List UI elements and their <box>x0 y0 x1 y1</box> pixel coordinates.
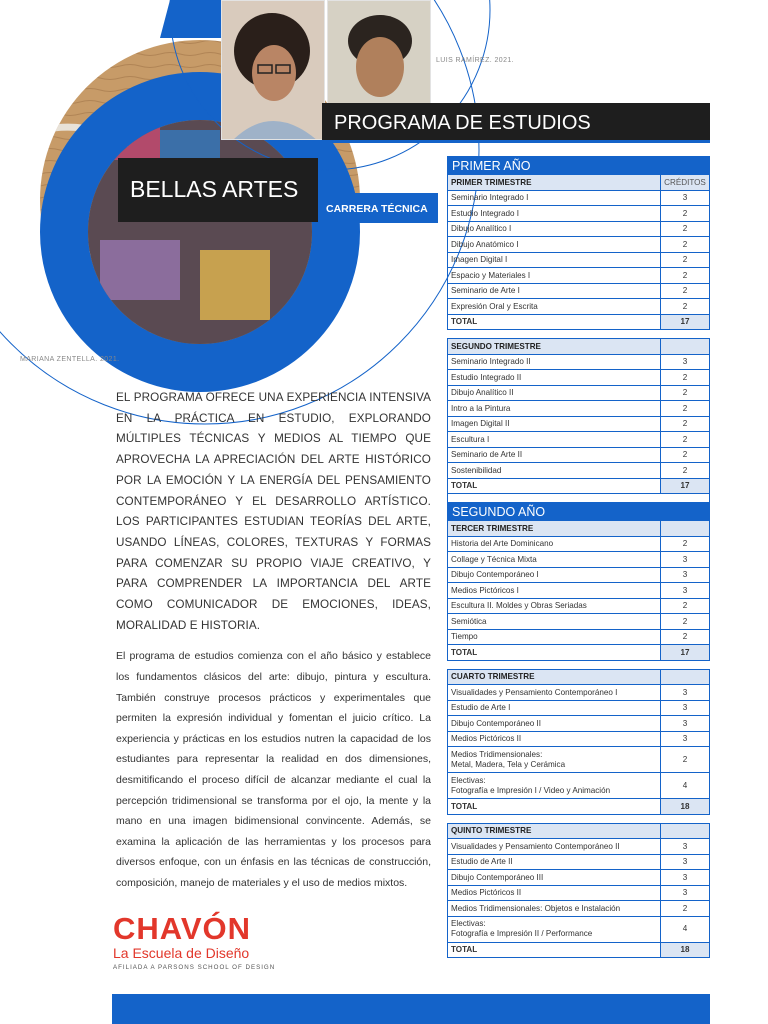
course-name: Visualidades y Pensamiento Contemporáneo II <box>448 839 661 855</box>
course-name: Collage y Técnica Mixta <box>448 552 661 568</box>
course-row <box>448 598 710 614</box>
course-credits: 3 <box>661 885 710 901</box>
course-row <box>448 685 710 701</box>
course-credits: 2 <box>661 268 710 284</box>
total-label: TOTAL <box>448 314 661 330</box>
course-row <box>448 916 710 942</box>
year-header: SEGUNDO AÑO <box>447 502 710 520</box>
course-name <box>448 916 661 942</box>
course-row <box>448 567 710 583</box>
course-credits: 2 <box>661 401 710 417</box>
course-row <box>448 447 710 463</box>
course-credits: 2 <box>661 283 710 299</box>
course-row <box>448 385 710 401</box>
course-credits: 3 <box>661 731 710 747</box>
portrait-woman <box>221 0 325 140</box>
year-header: PRIMER AÑO <box>447 156 710 174</box>
term-header-row <box>448 823 710 839</box>
course-name-line: Fotografía e Impresión II / Performance <box>451 929 593 938</box>
course-row <box>448 583 710 599</box>
term-header-row <box>448 339 710 355</box>
total-value: 18 <box>661 799 710 815</box>
course-name: Visualidades y Pensamiento Contemporáneo I <box>448 685 661 701</box>
course-name <box>448 773 661 799</box>
page-title: BELLAS ARTES <box>118 158 318 222</box>
course-row <box>448 885 710 901</box>
course-credits: 3 <box>661 839 710 855</box>
course-row <box>448 629 710 645</box>
course-name <box>448 747 661 773</box>
course-row <box>448 901 710 917</box>
course-name: Dibujo Analítico I <box>448 221 661 237</box>
section-banner: PROGRAMA DE ESTUDIOS <box>322 103 710 143</box>
total-row <box>448 942 710 958</box>
course-credits: 2 <box>661 747 710 773</box>
course-name: Medios Tridimensionales: Objetos e Instalación <box>448 901 661 917</box>
total-value: 17 <box>661 314 710 330</box>
course-name: Intro a la Pintura <box>448 401 661 417</box>
term-name: PRIMER TRIMESTRE <box>448 175 661 191</box>
course-name: Medios Pictóricos I <box>448 583 661 599</box>
blue-wedge <box>160 0 222 38</box>
course-name: Historia del Arte Dominicano <box>448 536 661 552</box>
footer-bar <box>112 994 710 1024</box>
course-row <box>448 552 710 568</box>
page-subtitle: CARRERA TÉCNICA <box>318 193 438 223</box>
photo-credit: MARIANA ZENTELLA. 2021. <box>20 356 120 363</box>
course-name: Tiempo <box>448 629 661 645</box>
course-row <box>448 206 710 222</box>
course-name: Seminario Integrado I <box>448 190 661 206</box>
course-row <box>448 237 710 253</box>
course-row <box>448 747 710 773</box>
course-name: Sostenibilidad <box>448 463 661 479</box>
course-credits: 2 <box>661 252 710 268</box>
course-credits: 2 <box>661 237 710 253</box>
course-credits: 2 <box>661 447 710 463</box>
course-credits: 2 <box>661 206 710 222</box>
course-name: Medios Pictóricos II <box>448 885 661 901</box>
course-credits: 3 <box>661 354 710 370</box>
course-name: Expresión Oral y Escrita <box>448 299 661 315</box>
course-row <box>448 870 710 886</box>
course-row <box>448 401 710 417</box>
course-name-line: Electivas: <box>451 919 486 928</box>
curriculum-table <box>447 156 710 958</box>
course-credits: 4 <box>661 916 710 942</box>
course-credits: 2 <box>661 629 710 645</box>
course-name-line: Electivas: <box>451 775 486 785</box>
course-name: Espacio y Materiales I <box>448 268 661 284</box>
course-row <box>448 416 710 432</box>
credits-header <box>661 521 710 537</box>
total-label: TOTAL <box>448 799 661 815</box>
course-name: Semiótica <box>448 614 661 630</box>
course-row <box>448 190 710 206</box>
intro-paragraph: EL PROGRAMA OFRECE UNA EXPERIENCIA INTENSIVA EN LA PRÁCTICA EN ESTUDIO, EXPLORANDO MÚLTIPLES TÉCNICAS Y MEDIOS AL TIEMPO QUE APROVECHA LA APRECIACIÓN DEL ARTE HISTÓRICO POR LA EMOCIÓN Y LA ENERGÍA DEL PENSAMIENTO CONTEMPORÁNEO Y EL DESARROLLO ARTÍSTICO. LOS PARTICIPANTES ESTUDIAN TEORÍAS DEL ARTE, USANDO LÍNEAS, COLORES, TEXTURAS Y FORMAS PARA COMENZAR SU PROPIO VIAJE CREATIVO, Y PARA COMPRENDER LA IMPORTANCIA DEL ARTE COMO COMUNICADOR DE EMOCIONES, IDEAS, MORALIDAD E HISTORIA. <box>116 391 431 632</box>
table-spacer <box>448 660 710 669</box>
table-spacer <box>448 330 710 339</box>
total-label: TOTAL <box>448 478 661 494</box>
course-name: Escultura II. Moldes y Obras Seriadas <box>448 598 661 614</box>
term-header-row <box>448 521 710 537</box>
course-row <box>448 773 710 799</box>
course-credits: 2 <box>661 598 710 614</box>
credits-header <box>661 669 710 685</box>
term-name: QUINTO TRIMESTRE <box>448 823 661 839</box>
course-credits: 3 <box>661 716 710 732</box>
course-name: Estudio de Arte II <box>448 854 661 870</box>
course-name: Dibujo Anatómico I <box>448 237 661 253</box>
description <box>116 388 431 894</box>
course-credits: 2 <box>661 221 710 237</box>
total-value: 18 <box>661 942 710 958</box>
course-name: Dibujo Contemporáneo III <box>448 870 661 886</box>
term-name: CUARTO TRIMESTRE <box>448 669 661 685</box>
logo-subtitle: La Escuela de Diseño <box>113 945 250 961</box>
course-name-line: Fotografía e Impresión I / Video y Animación <box>451 785 611 795</box>
year-gap <box>447 494 710 502</box>
credits-header <box>661 823 710 839</box>
year-table <box>447 174 710 494</box>
credits-header: CRÉDITOS <box>661 175 710 191</box>
course-credits: 2 <box>661 463 710 479</box>
course-credits: 2 <box>661 614 710 630</box>
year-table <box>447 520 710 958</box>
course-credits: 2 <box>661 432 710 448</box>
chavon-logo <box>113 912 275 971</box>
course-name: Medios Pictóricos II <box>448 731 661 747</box>
course-credits: 3 <box>661 567 710 583</box>
course-name: Imagen Digital II <box>448 416 661 432</box>
photo-credit: LUIS RAMÍREZ. 2021. <box>436 57 515 64</box>
course-name: Estudio Integrado II <box>448 370 661 386</box>
course-credits: 3 <box>661 583 710 599</box>
course-row <box>448 614 710 630</box>
course-name: Dibujo Contemporáneo I <box>448 567 661 583</box>
course-credits: 3 <box>661 870 710 886</box>
course-row <box>448 463 710 479</box>
course-row <box>448 252 710 268</box>
course-credits: 2 <box>661 416 710 432</box>
course-row <box>448 839 710 855</box>
credits-header <box>661 339 710 355</box>
total-row <box>448 478 710 494</box>
course-row <box>448 283 710 299</box>
course-name: Estudio Integrado I <box>448 206 661 222</box>
total-row <box>448 799 710 815</box>
course-row <box>448 268 710 284</box>
total-row <box>448 645 710 661</box>
logo-tagline: AFILIADA A PARSONS SCHOOL OF DESIGN <box>113 964 276 971</box>
course-credits: 3 <box>661 190 710 206</box>
course-credits: 2 <box>661 901 710 917</box>
total-value: 17 <box>661 478 710 494</box>
course-name: Seminario de Arte I <box>448 283 661 299</box>
course-credits: 2 <box>661 536 710 552</box>
course-credits: 3 <box>661 685 710 701</box>
course-row <box>448 370 710 386</box>
course-name-line: Metal, Madera, Tela y Cerámica <box>451 759 566 769</box>
course-row <box>448 432 710 448</box>
body-paragraph: El programa de estudios comienza con el año básico y establece los fundamentos clásicos del arte: dibujo, pintura y escultura. También construye procesos prácticos y experimentales que permiten la expresión individual y fomentan el juicio crítico. La experiencia y prácticas en los estudios nutren la capacidad de los estudiantes para representar la realidad en dos dimensiones, desmitificando el proceso difícil de alcanzar mediante el cual la percepción tridimensional se transforma por el ojo, la mente y la mano en una imagen bidimensional convincente. Además, se examina la aplicación de las herramientas y los procesos para diversos enfoque, con un énfasis en las técnicas de construcción, composición, manejo de materiales y el uso de medios mixtos. <box>116 650 431 889</box>
course-credits: 2 <box>661 385 710 401</box>
course-name: Escultura I <box>448 432 661 448</box>
course-row <box>448 700 710 716</box>
term-name: TERCER TRIMESTRE <box>448 521 661 537</box>
course-credits: 4 <box>661 773 710 799</box>
course-row <box>448 731 710 747</box>
course-name: Dibujo Contemporáneo II <box>448 716 661 732</box>
term-header-row <box>448 669 710 685</box>
course-row <box>448 716 710 732</box>
course-row <box>448 536 710 552</box>
course-credits: 3 <box>661 854 710 870</box>
course-name: Seminario de Arte II <box>448 447 661 463</box>
total-label: TOTAL <box>448 645 661 661</box>
table-spacer <box>448 814 710 823</box>
total-value: 17 <box>661 645 710 661</box>
course-row <box>448 854 710 870</box>
course-name: Imagen Digital I <box>448 252 661 268</box>
course-name: Dibujo Analítico II <box>448 385 661 401</box>
course-name: Seminario Integrado II <box>448 354 661 370</box>
course-credits: 3 <box>661 552 710 568</box>
total-label: TOTAL <box>448 942 661 958</box>
logo-wordmark: CHAVÓN <box>113 911 252 946</box>
term-name: SEGUNDO TRIMESTRE <box>448 339 661 355</box>
course-credits: 2 <box>661 299 710 315</box>
course-credits: 3 <box>661 700 710 716</box>
course-row <box>448 354 710 370</box>
course-name-line: Medios Tridimensionales: <box>451 749 543 759</box>
total-row <box>448 314 710 330</box>
course-row <box>448 299 710 315</box>
course-credits: 2 <box>661 370 710 386</box>
course-name: Estudio de Arte I <box>448 700 661 716</box>
course-row <box>448 221 710 237</box>
term-header-row <box>448 175 710 191</box>
